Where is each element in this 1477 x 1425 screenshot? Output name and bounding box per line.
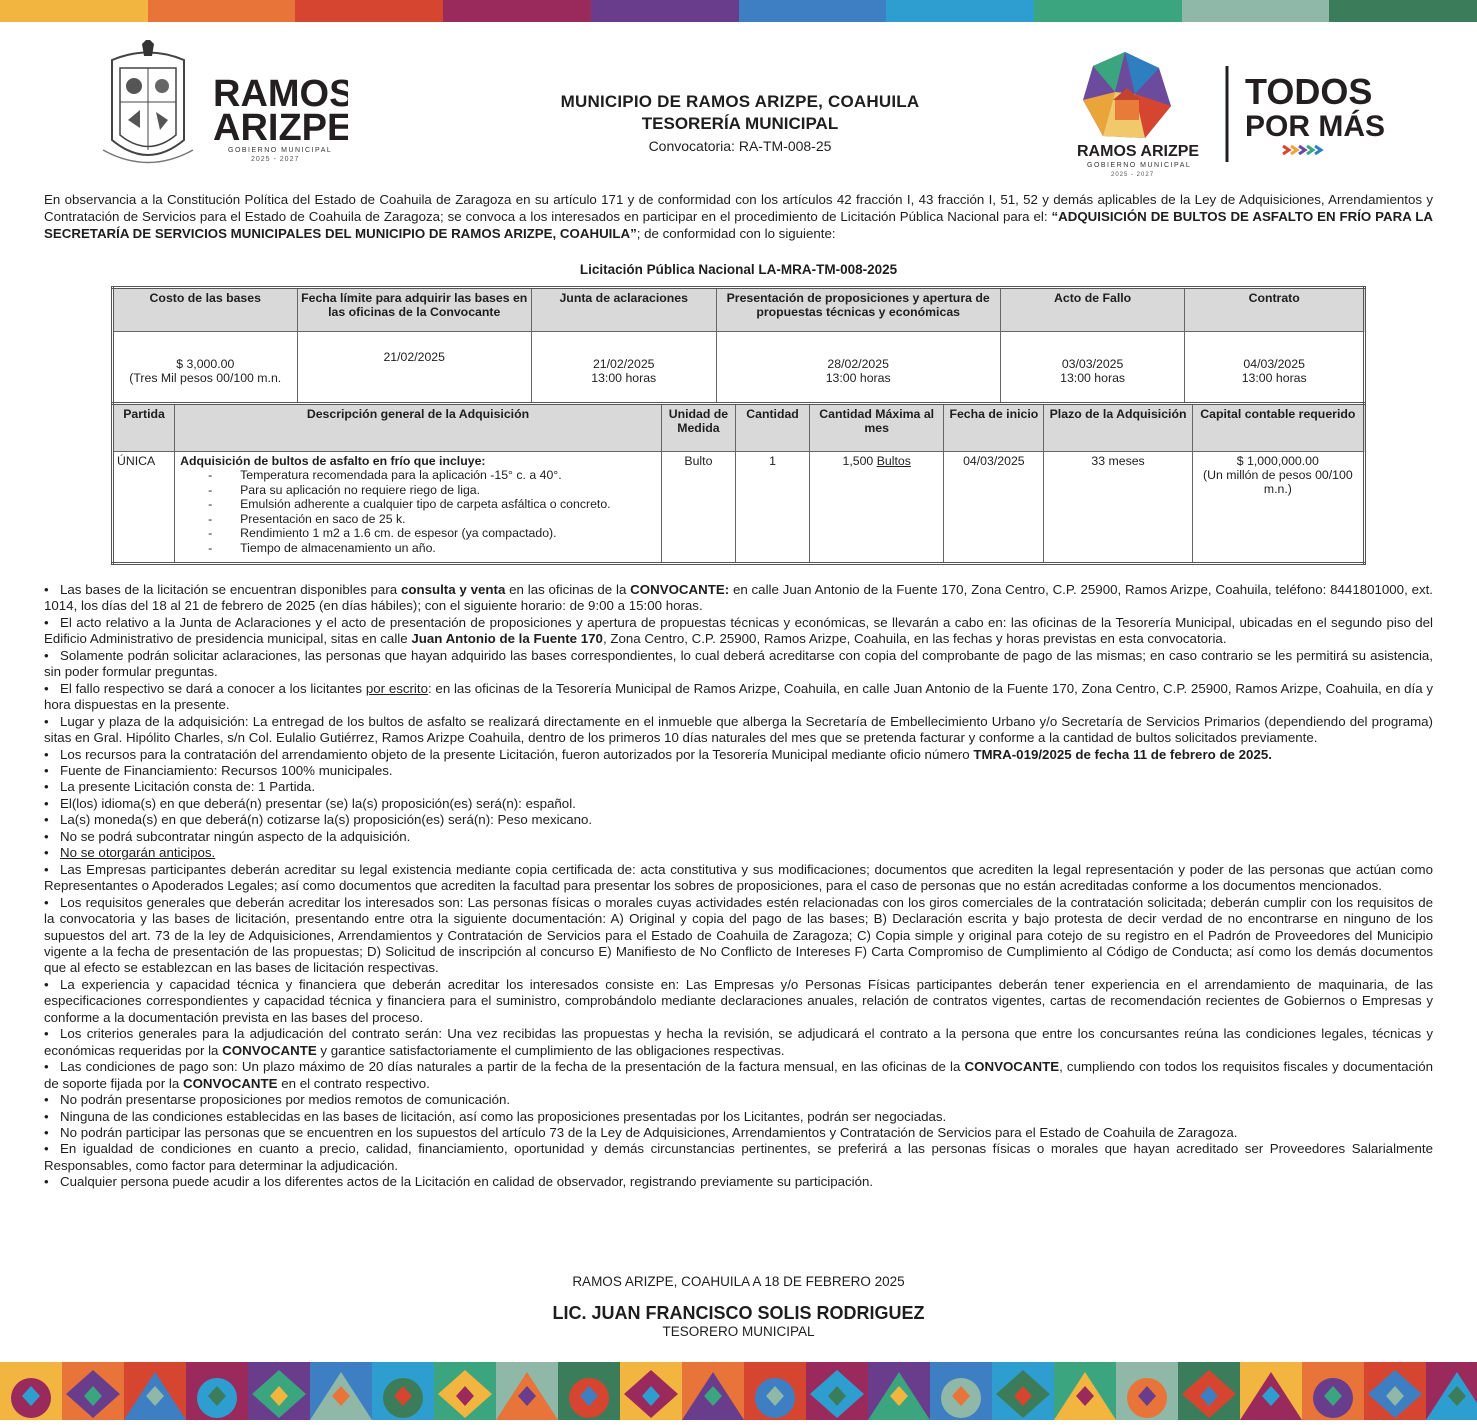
top-color-band bbox=[0, 0, 1477, 22]
tender-subtitle: Licitación Pública Nacional LA-MRA-TM-008-2025 bbox=[579, 262, 898, 277]
call-number: Convocatoria: RA-TM-008-25 bbox=[648, 138, 832, 154]
intro-paragraph: En observancia a la Constitución Política del Estado de Coahuila de Zaragoza en su artículo 171 y de conformidad con los artículos 42 fracción I, 43 fracción I, 51, 52 y demás aplicables de la Ley de Adquisiciones, Arrendamientos y Contratación de Servicios para el Estado de Coahuila de Zaragoza; se convoca a los interesados en participar en el procedimiento de Licitación Pública Nacional para el: “ADQUISICIÓN DE BULTOS DE ASFALTO EN FRÍO PARA LA SECRETARÍA DE SERVICIOS MUNICIPALES DEL MUNICIPIO DE RAMOS ARIZPE, COAHUILA”; de conformidad con lo siguiente: bbox=[44, 192, 1434, 241]
chevrons-icon bbox=[1283, 146, 1321, 154]
right-logo-years: 2025 - 2027 bbox=[1111, 172, 1155, 178]
issue-date: RAMOS ARIZPE, COAHUILA A 18 DE FEBRERO 2025 bbox=[572, 1274, 905, 1289]
right-logo-sub: GOBIERNO MUNICIPAL bbox=[1087, 162, 1192, 169]
header bbox=[0, 40, 1477, 180]
items-row: ÚNICA Adquisición de bultos de asfalto en frío que incluye: - Temperatura recomendada para la aplicación -15° c. a 40°. - Para su aplicación no requiere riego de liga. - Emulsión adherente a cualquier tipo de carpeta asfáltica o concreto. - Presentación en saco de 25 k. - Rendimiento 1 m2 a 1.6 cm. de espesor (ya compactado). - Tiempo de almacenamiento un año. Bulto 1 1,500 Bultos 04/03/2025 33 meses $ 1,000,000.00 (Un millón de pesos 00/100 m.n.) bbox=[113, 452, 1365, 564]
list-item: • Ninguna de las condiciones establecidas en las bases de licitación, así como las proposiciones presentadas por los Licitantes, podrán ser negociadas. bbox=[44, 1108, 947, 1124]
signatory-role: TESORERO MUNICIPAL bbox=[662, 1324, 815, 1339]
schedule-values-row: $ 3,000.00 (Tres Mil pesos 00/100 m.n. 21/02/2025 21/02/2025 13:00 horas 28/02/2025 13:00 horas 03/03/2025 13:00 horas 04/03/2025 13:00 horas bbox=[113, 332, 1365, 404]
list-item: • El fallo respectivo se dará a conocer a los licitantes por escrito: en las oficinas de la Tesorería Municipal de Ramos Arizpe, Coahuila, en calle Juan Antonio de la Fuente 170, Zona Centro, C.P. 25900, Ramos Arizpe, Coahuila, en día y hora dispuestas en la presente. bbox=[44, 680, 1433, 713]
list-item: • Solamente podrán solicitar aclaraciones, las personas que hayan adquirido las bases correspondientes, lo cual deberá acreditarse con copia del comprobante de pago de las mismas; en caso contrario se les permitirá su asistencia, sin poder formular preguntas. bbox=[44, 647, 1433, 680]
list-item: • Los requisitos generales que deberán acreditar los interesados son: Las personas físicas o morales cuyas actividades estén relacionadas con los giros comerciales de la contratación solicitada; deberán cumplir con los requisitos de la convocatoria y las bases de licitación, presentando entre otra la siguiente documentación: A) Original y copia del pago de las bases; B) Declaración escrita y bajo protesta de decir verdad de no encontrarse en ninguno de los supuestos del art. 73 de la ley de Adquisiciones, Arrendamientos y Contratación de Servicios para el Estado de Coahuila de Zaragoza; C) Copia simple y original para cotejo de su registro en el Padrón de Proveedores del Municipio vigente a la fecha de presentación de las propuestas; D) Solicitud de inscripción al concurso E) Manifiesto de No Conflicto de Intereses F) Carta Compromiso de Cumplimiento al Código de Conducta; así como los demás documentos que al efecto se establezcan en las bases de licitación respectivas. bbox=[44, 894, 1433, 976]
items-table bbox=[111, 402, 1366, 565]
schedule-header-row: Costo de las bases Fecha límite para adquirir las bases en las oficinas de la Convocante Junta de aclaraciones Presentación de proposiciones y apertura de propuestas técnicas y económicas Acto de Fallo Contrato bbox=[113, 288, 1365, 332]
signatory-name: LIC. JUAN FRANCISCO SOLIS RODRIGUEZ bbox=[552, 1303, 925, 1323]
list-item: • El(los) idioma(s) en que deberá(n) presentar (se) la(s) proposición(es) será(n): español. bbox=[44, 795, 576, 811]
list-item: • No se otorgarán anticipos. bbox=[44, 845, 216, 861]
municipality-title: MUNICIPIO DE RAMOS ARIZPE, COAHUILA bbox=[560, 92, 920, 111]
slogan-line-1: TODOS bbox=[1245, 71, 1373, 112]
conditions-list bbox=[44, 582, 1433, 1191]
list-item: • No podrán participar las personas que se encuentren en los supuestos del artículo 73 de la Ley de Adquisiciones, Arrendamientos y Contratación de Servicios para el Estado de Coahuila de Zaragoza. bbox=[44, 1124, 1238, 1140]
logo-years: 2025 - 2027 bbox=[251, 156, 300, 163]
items-header-row: Partida Descripción general de la Adquisición Unidad de Medida Cantidad Cantidad Máxima al mes Fecha de inicio Plazo de la Adquisición Capital contable requerido bbox=[113, 404, 1365, 452]
treasury-title: TESORERÍA MUNICIPAL bbox=[641, 114, 839, 133]
list-item: • No podrán presentarse proposiciones por medios remotos de comunicación. bbox=[44, 1092, 511, 1108]
logo-wordmark-1: RAMOS bbox=[213, 73, 348, 115]
list-item: • Lugar y plaza de la adquisición: La entregad de los bultos de asfalto se realizará directamente en el inmueble que alberga la Secretaría de Embellecimiento Urbano y/o Secretaría de Servicios Primarios (dependiendo del programa) sitas en Gral. Hipólito Charles, s/n Col. Eulalio Gutiérrez, Ramos Arizpe Coahuila, dentro de los primeros 10 días naturales del mes que se pretenda facturar y conforme a la cantidad de bultos solicitados previamente. bbox=[44, 713, 1433, 746]
list-item: • En igualdad de condiciones en cuanto a precio, calidad, financiamiento, oportunidad y demás circunstancias pertinentes, se preferirá a las personas físicas o morales que hayan acreditado ser Proveedores Salarialmente Responsables, como factor para determinar la adjudicación. bbox=[44, 1141, 1433, 1173]
document-title-block bbox=[470, 92, 1010, 154]
list-item: • La(s) moneda(s) en que deberá(n) cotizarse la(s) proposición(es) será(n): Peso mexicano. bbox=[44, 812, 593, 828]
list-item: • Cualquier persona puede acudir a los diferentes actos de la Licitación en calidad de observador, registrando previamente su participación. bbox=[44, 1174, 874, 1190]
schedule-table bbox=[111, 286, 1366, 405]
logo-sub: GOBIERNO MUNICIPAL bbox=[228, 147, 333, 154]
list-item: • No se podrá subcontratar ningún aspecto de la adquisición. bbox=[44, 828, 411, 844]
list-item: • Los recursos para la contratación del arrendamiento objeto de la presente Licitación, fueron autorizados por la Tesorería Municipal mediante oficio número TMRA-019/2025 de fecha 11 de febrero de 2025. bbox=[44, 746, 1272, 762]
municipal-coat-of-arms-logo bbox=[98, 40, 348, 175]
slogan-line-2: POR MÁS bbox=[1245, 110, 1385, 143]
list-item: • Las Empresas participantes deberán acreditar su legal existencia mediante copia certificada de: acta constitutiva y sus modificaciones; documentos que acrediten la legal representación y poder de las personas que actúan como Representantes o Apoderados Legales; así como documentos que acrediten la facultad para presentar los sobres de proposiciones, para el caso de personas que no están acreditadas conforme a los documentos mencionados. bbox=[44, 861, 1433, 894]
item-features-list: - Temperatura recomendada para la aplicación -15° c. a 40°. - Para su aplicación no requiere riego de liga. - Emulsión adherente a cualquier tipo de carpeta asfáltica o concreto. - Presentación en saco de 25 k. - Rendimiento 1 m2 a 1.6 cm. de espesor (ya compactado). - Tiempo de almacenamiento un año. bbox=[178, 468, 658, 555]
list-item: • La presente Licitación consta de: 1 Partida. bbox=[44, 779, 316, 795]
list-item: • El acto relativo a la Junta de Aclaraciones y el acto de presentación de proposiciones y apertura de propuestas técnicas y económicas, se llevarán a cabo en: las oficinas de la Tesorería Municipal, ubicadas en el segundo piso del Edificio Administrativo de presidencia municipal, sitas en calle Juan Antonio de la Fuente 170, Zona Centro, C.P. 25900, Ramos Arizpe, Coahuila, en las fechas y horas previstas en esta convocatoria. bbox=[44, 614, 1433, 647]
list-item: • Los criterios generales para la adjudicación del contrato serán: Una vez recibidas las propuestas y hecha la revisión, se adjudicará el contrato a la persona que entre los concursantes reúna las condiciones legales, técnicas y económicas requeridas por la CONVOCANTE y garantice satisfactoriamente el cumplimiento de las obligaciones respectivas. bbox=[44, 1026, 1433, 1058]
list-item: • Las condiciones de pago son: Un plazo máximo de 20 días naturales a partir de la fecha de la presentación de la factura mensual, en las oficinas de la CONVOCANTE, cumpliendo con todos los requisitos fiscales y documentación de soporte fijada por la CONVOCANTE en el contrato respectivo. bbox=[44, 1059, 1433, 1091]
list-item: • Fuente de Financiamiento: Recursos 100% municipales. bbox=[44, 762, 393, 778]
list-item: • La experiencia y capacidad técnica y financiera que deberán acreditar los interesados consiste en: Las Empresas y/o Personas Físicas participantes deberán tener experiencia en el arrendamiento de maquinaria, de las especificaciones correspondientes y capacidad técnica y financiera para el suministro, comprobándolo mediante declaraciones anuales, relación de contratos vigentes, cartas de recomendación recientes de Gobiernos o Empresas y conforme a la documentación prevista en las bases del proceso. bbox=[44, 976, 1433, 1025]
todos-por-mas-logo bbox=[1075, 48, 1385, 178]
logo-wordmark-2: ARIZPE bbox=[213, 107, 348, 149]
list-item: • Las bases de la licitación se encuentran disponibles para consulta y venta en las oficinas de la CONVOCANTE: en calle Juan Antonio de la Fuente 170, Zona Centro, C.P. 25900, Ramos Arizpe, Coahuila, teléfono: 8441801000, ext. 1014, los días del 18 al 21 de febrero de 2025 (en días hábiles); con el siguiente horario: de 9:00 a 15:00 horas. bbox=[44, 582, 1434, 614]
decorative-pattern-band bbox=[0, 1362, 1477, 1420]
right-logo-name: RAMOS ARIZPE bbox=[1077, 143, 1200, 160]
